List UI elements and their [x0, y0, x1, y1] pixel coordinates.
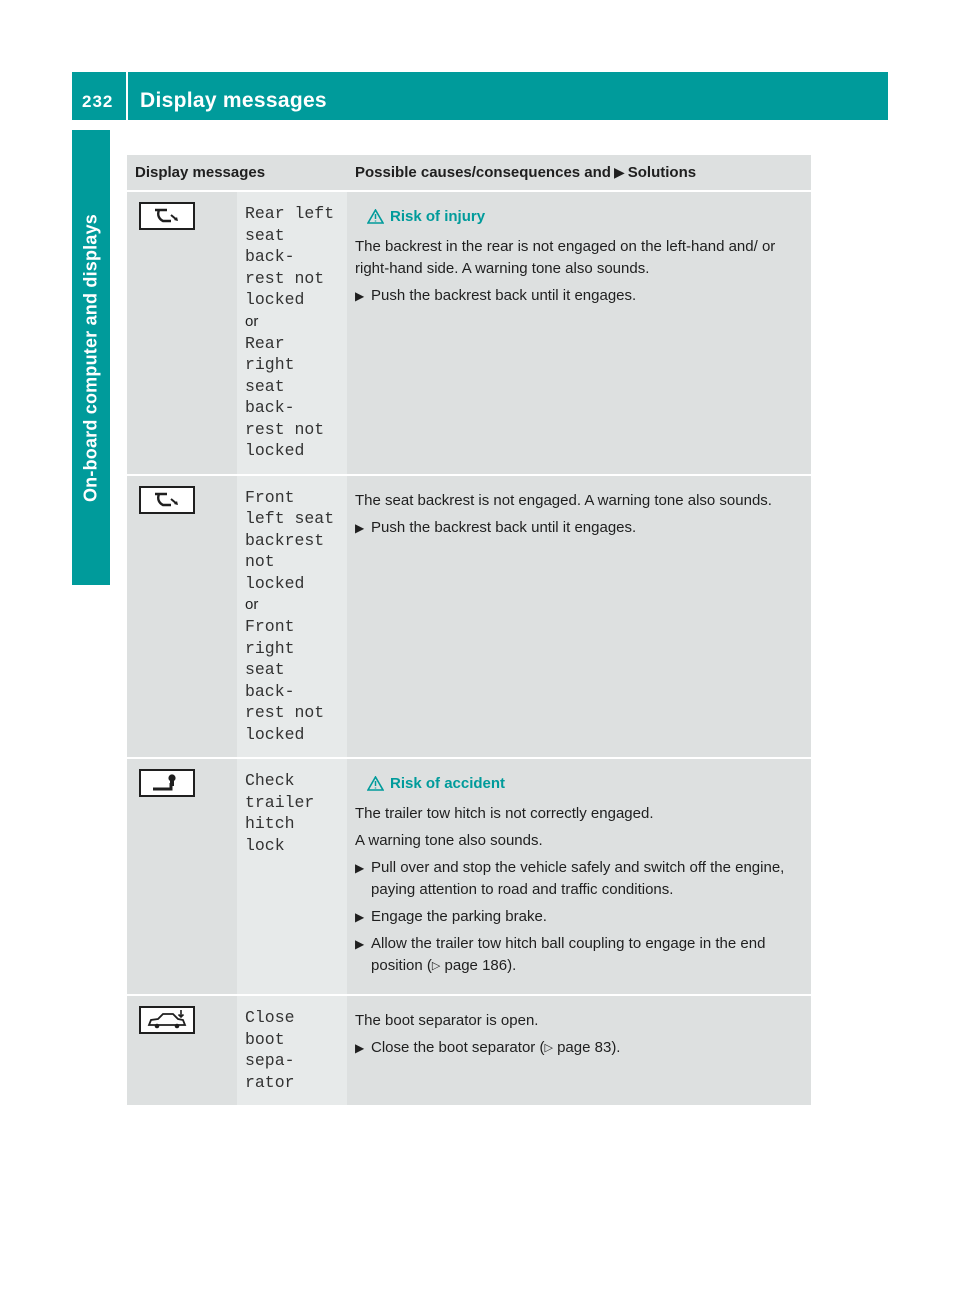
message-cell [237, 475, 347, 759]
trailer-hitch-icon [139, 769, 195, 797]
step-arrow-icon: ▶ [355, 910, 365, 924]
solution-cell [347, 191, 811, 475]
table-row [127, 758, 811, 995]
page-ref-icon: ▷ [544, 1042, 553, 1054]
cause-text: The seat backrest is not engaged. A warning tone also sounds. [355, 491, 772, 509]
step-arrow-icon: ▶ [355, 1041, 365, 1055]
message-cell [237, 995, 347, 1106]
front-seat-backrest-icon [139, 486, 195, 514]
solution-step: ▶ Engage the parking brake. [355, 906, 803, 928]
step-arrow-icon: ▶ [355, 289, 365, 303]
icon-cell [127, 475, 237, 759]
solution-cell [347, 475, 811, 759]
chapter-side-tab[interactable] [72, 130, 110, 585]
message-text: Check trailer hitch lock [245, 771, 315, 855]
step-arrow-icon: ▶ [355, 861, 365, 875]
solution-step: ▶ Close the boot separator (▷ page 83). [355, 1037, 803, 1059]
or-label: or [245, 312, 259, 330]
cause-text: The trailer tow hitch is not correctly engaged. [355, 805, 654, 822]
page-number: 232 [82, 92, 114, 111]
cause-text: A warning tone also sounds. [355, 832, 543, 849]
message-text: Rear left seat back- rest not locked [245, 204, 335, 309]
solutions-label: Solutions [627, 164, 697, 181]
page-ref-icon: ▷ [431, 960, 441, 972]
solution-step: ▶ Pull over and stop the vehicle safely and switch off the engine, paying attention to road and traffic conditions. [355, 859, 785, 898]
table-row [127, 475, 811, 759]
display-messages-table [127, 155, 811, 1107]
cause-text: The backrest in the rear is not engaged on the left-hand and/ or right-hand side. A warning tone also sounds. [355, 238, 776, 277]
message-cell [237, 758, 347, 995]
message-text: Rear right seat back- rest not locked [245, 333, 325, 460]
table-header-row [127, 155, 811, 191]
rear-seat-backrest-icon [139, 202, 195, 230]
warning-heading: Risk of injury [355, 206, 803, 228]
solution-step: ▶ Allow the trailer tow hitch ball coupling to engage in the end position (▷ page 186). [355, 935, 766, 974]
solution-cell [347, 758, 811, 995]
table-row [127, 995, 811, 1106]
solution-step: ▶ Push the backrest back until it engages. [355, 285, 803, 307]
table-row [127, 191, 811, 475]
icon-cell [127, 758, 237, 995]
page-header [72, 72, 888, 120]
message-text: Front right seat back- rest not locked [245, 617, 325, 744]
page-reference[interactable]: page 83). [557, 1039, 621, 1056]
col-header-display: Display messages [127, 155, 347, 191]
message-text: Close boot sepa- rator [245, 1008, 295, 1092]
warning-heading: Risk of accident [355, 773, 803, 795]
or-label: or [245, 596, 259, 613]
step-arrow-icon: ▶ [355, 520, 365, 535]
message-text: Front left seat backrest not locked [245, 487, 335, 593]
cause-text: The boot separator is open. [355, 1012, 539, 1029]
page-title: Display messages [140, 89, 327, 112]
col-header-causes [347, 155, 811, 191]
causes-label: Possible causes/consequences and [355, 164, 611, 181]
header-divider [126, 72, 128, 120]
step-arrow-icon: ▶ [355, 937, 365, 951]
solution-cell [347, 995, 811, 1106]
arrow-icon: ▶ [613, 164, 625, 180]
warning-triangle-icon [367, 776, 384, 791]
icon-cell [127, 191, 237, 475]
icon-cell [127, 995, 237, 1106]
page-reference[interactable]: page 186). [444, 957, 517, 974]
warning-triangle-icon [367, 209, 384, 224]
boot-separator-icon [139, 1006, 195, 1034]
chapter-label: On-board computer and displays [80, 213, 101, 502]
solution-step: ▶ Push the backrest back until it engages. [355, 517, 803, 539]
message-cell [237, 191, 347, 475]
